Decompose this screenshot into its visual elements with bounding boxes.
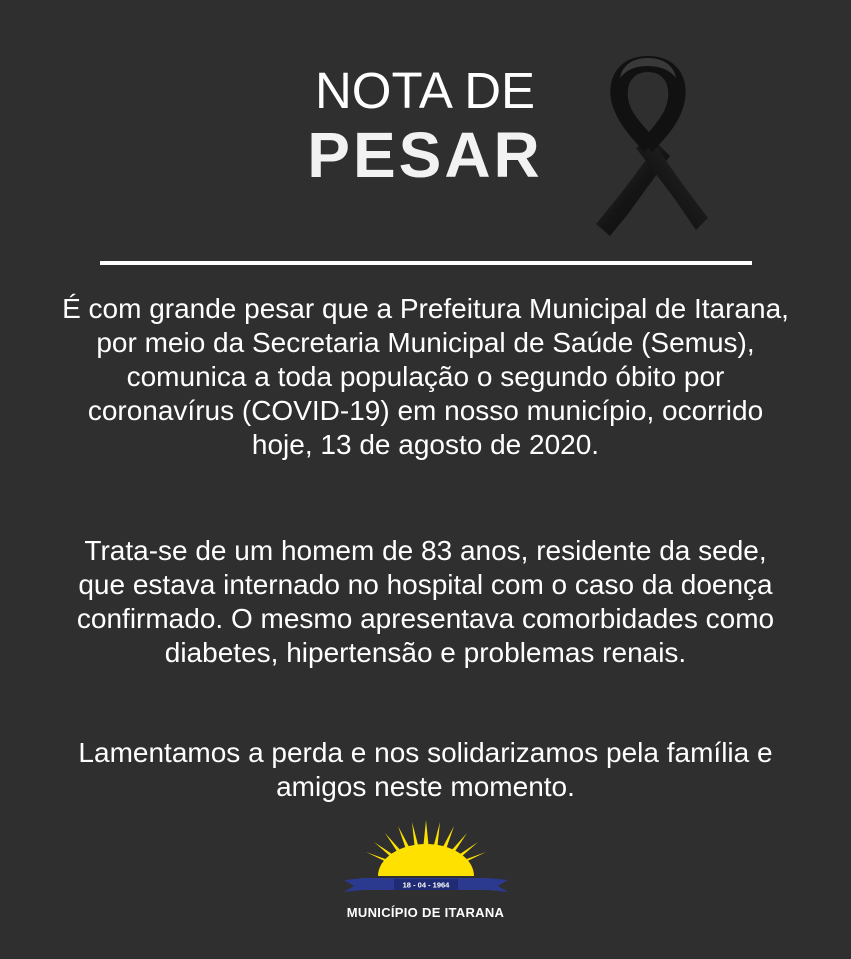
title-line2: PESAR: [307, 119, 543, 191]
mourning-ribbon-icon: [588, 52, 710, 238]
title-line1: NOTA DE: [314, 62, 536, 119]
divider-line: [100, 261, 752, 265]
logo-date: 18 - 04 - 1964: [402, 880, 450, 890]
logo-caption: MUNICÍPIO DE ITARANA: [346, 905, 505, 920]
paragraph-condolences: Lamentamos a perda e nos solidarizamos pela família e amigos neste momento.: [78, 737, 773, 802]
municipality-logo-icon: [338, 820, 514, 900]
paragraph-details: Trata-se de um homem de 83 anos, residente da sede, que estava internado no hospital com o caso da doença confirmado. O mesmo apresentava comorbidades como diabetes, hipertensão e problemas renais.: [76, 535, 775, 668]
title: [230, 60, 620, 191]
paragraph-announcement: É com grande pesar que a Prefeitura Municipal de Itarana, por meio da Secretaria Municipal de Saúde (Semus), comunica a toda população o segundo óbito por coronavírus (COVID-19) em nosso município, ocorrido hoje, 13 de agosto de 2020.: [62, 293, 789, 460]
